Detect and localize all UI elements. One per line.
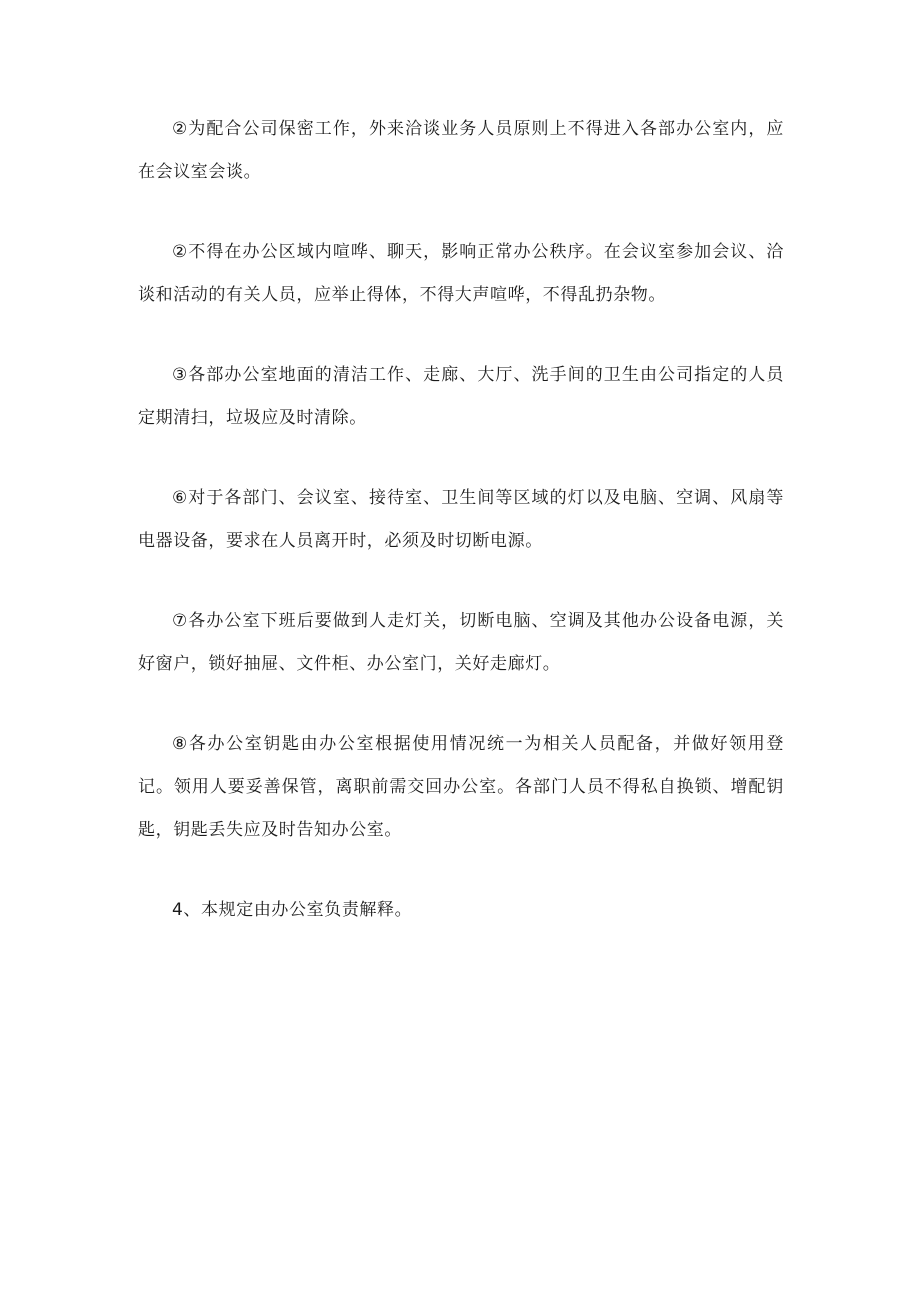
paragraph-power-off: ⑥对于各部门、会议室、接待室、卫生间等区域的灯以及电脑、空调、风扇等电器设备，要求在人员离开时，必须及时切断电源。 (138, 488, 784, 551)
paragraph-keys: ⑧各办公室钥匙由办公室根据使用情况统一为相关人员配备，并做好领用登记。领用人要妥善保管，离职前需交回办公室。各部门人员不得私自换锁、增配钥匙，钥匙丢失应及时告知办公室。 (138, 734, 784, 840)
document-body (138, 108, 784, 969)
paragraph-confidentiality: ②为配合公司保密工作，外来洽谈业务人员原则上不得进入各部办公室内，应在会议室会谈。 (138, 119, 784, 182)
paragraph-interpretation: 4、本规定由办公室负责解释。 (172, 900, 413, 920)
paragraph-after-work: ⑦各办公室下班后要做到人走灯关，切断电脑、空调及其他办公设备电源，关好窗户，锁好抽屉、文件柜、办公室门，关好走廊灯。 (138, 611, 784, 674)
paragraph-cleaning: ③各部办公室地面的清洁工作、走廊、大厅、洗手间的卫生由公司指定的人员定期清扫，垃圾应及时清除。 (138, 365, 784, 428)
paragraph-no-noise: ②不得在办公区域内喧哗、聊天，影响正常办公秩序。在会议室参加会议、洽谈和活动的有关人员，应举止得体，不得大声喧哗，不得乱扔杂物。 (138, 242, 784, 305)
